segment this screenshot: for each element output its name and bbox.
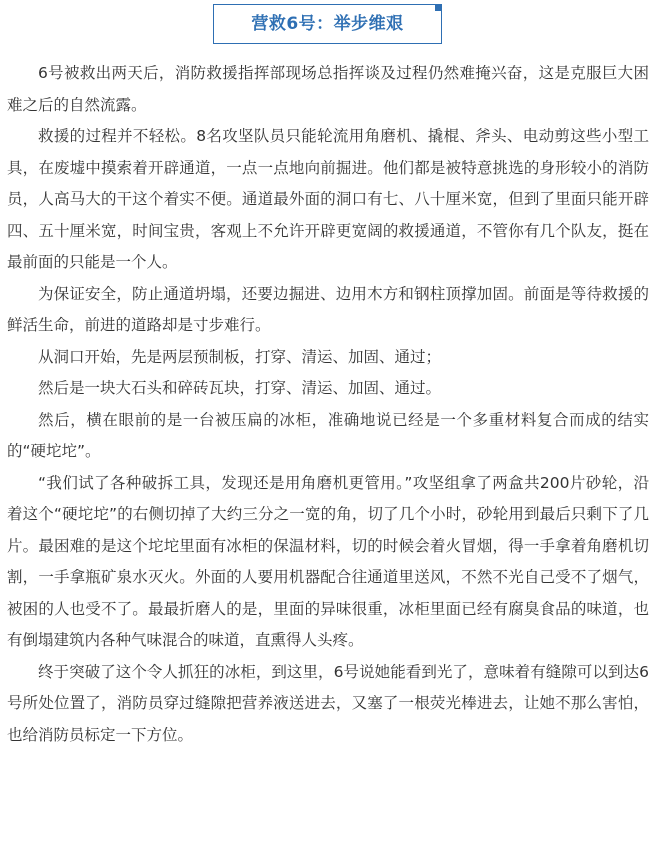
paragraph-step-1: 从洞口开始，先是两层预制板，打穿、清运、加固、通过；: [38, 347, 442, 366]
paragraph-freezer: 然后，横在眼前的是一台被压扁的冰柜，准确地说已经是一个多重材料复合而成的结实的“硬坨坨”。: [7, 410, 649, 460]
paragraph-step-2: 然后是一块大石头和碎砖瓦块，打穿、清运、加固、通过。: [38, 379, 442, 397]
section-title: 营救6号：举步维艰: [251, 14, 404, 34]
paragraph-breakthrough: 终于突破了这个令人抓狂的冰柜，到这里，6号说她能看到光了，意味着有缝隙可以到达6号所处位置了，消防员穿过缝隙把营养液送进去，又塞了一根荧光棒进去，让她不那么害怕，也给消防员标定一下方位。: [7, 662, 649, 744]
paragraph-intro: 6号被救出两天后，消防救援指挥部现场总指挥谈及过程仍然难掩兴奋，这是克服巨大困难之后的自然流露。: [7, 64, 649, 114]
paragraph-rescue-process: 救援的过程并不轻松。8名攻坚队员只能轮流用角磨机、撬棍、斧头、电动剪这些小型工具，在废墟中摸索着开辟通道，一点一点地向前掘进。他们都是被特意挑选的身形较小的消防员，人高马大的干这个着实不便。通道最外面的洞口有七、八十厘米宽，但到了里面只能开辟四、五十厘米宽，时间宝贵，客观上不允许开辟更宽阔的救援通道，不管你有几个队友，挺在最前面的只能是一个人。: [7, 127, 649, 271]
paragraph-safety: 为保证安全，防止通道坍塌，还要边掘进、边用木方和钢柱顶撑加固。前面是等待救援的鲜活生命，前进的道路却是寸步难行。: [7, 284, 649, 334]
article-body: [7, 58, 649, 751]
paragraph-cutting: “我们试了各种破拆工具，发现还是用角磨机更管用。”攻坚组拿了两盒共200片砂轮，沿着这个“硬坨坨”的右侧切掉了大约三分之一宽的角，切了几个小时，砂轮用到最后只剩下了几片。最困难的是这个坨坨里面有冰柜的保温材料，切的时候会着火冒烟，得一手拿着角磨机切割，一手拿瓶矿泉水灭火。外面的人要用机器配合往通道里送风，不然不光自己受不了烟气，被困的人也受不了。最最折磨人的是，里面的异味很重，冰柜里面已经有腐臭食品的味道，也有倒塌建筑内各种气味混合的味道，直熏得人头疼。: [7, 473, 649, 649]
section-title-banner: [213, 4, 442, 44]
section-title-box: [213, 4, 442, 44]
